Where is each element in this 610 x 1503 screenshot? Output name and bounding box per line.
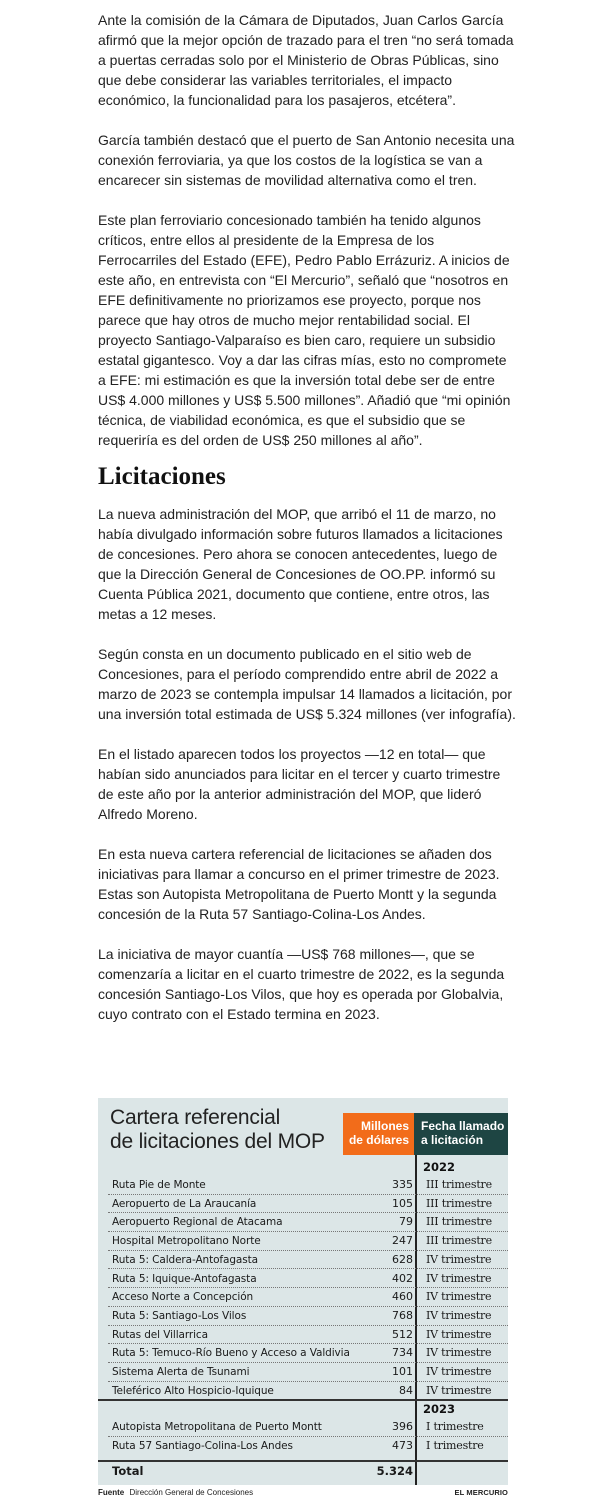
tender-date: III trimestre xyxy=(426,1234,492,1248)
year-label: 2023 xyxy=(423,1402,456,1417)
amount-value: 84 xyxy=(399,1383,413,1397)
table-row xyxy=(108,1195,508,1214)
amount-value: 247 xyxy=(392,1234,413,1248)
source-text: Dirección General de Concesiones xyxy=(129,1488,254,1497)
tender-date: III trimestre xyxy=(426,1215,492,1229)
total-separator xyxy=(98,1460,508,1462)
brand-logo-text: EL MERCURIO xyxy=(454,1488,508,1497)
amount-value: 460 xyxy=(392,1290,413,1304)
amount-value: 396 xyxy=(392,1420,413,1434)
amount-value: 105 xyxy=(392,1196,413,1210)
infographic-title-line: Cartera referencial xyxy=(110,1106,281,1129)
article-body xyxy=(98,10,516,1044)
infographic-title-line: de licitaciones del MOP xyxy=(110,1130,325,1153)
infographic-title xyxy=(110,1106,325,1154)
table-row xyxy=(108,1251,508,1270)
table-row xyxy=(108,1176,508,1195)
project-name: Autopista Metropolitana de Puerto Montt xyxy=(112,1421,322,1434)
tender-date: I trimestre xyxy=(426,1420,484,1434)
article-paragraph: Según consta en un documento publicado en el sitio web de Concesiones, para el período comprendido entre abril de 2022 a marzo de 2023 se contempla impulsar 14 llamados a licitación, por una inversión total estimada de US$ 5.324 millones (ver infografía). xyxy=(98,646,516,722)
amount-value: 473 xyxy=(392,1439,413,1453)
project-name: Sistema Alerta de Tsunami xyxy=(112,1366,250,1378)
section-heading: Licitaciones xyxy=(98,463,226,490)
infographic-footer xyxy=(98,1487,508,1499)
article-paragraph: Ante la comisión de la Cámara de Diputados, Juan Carlos García afirmó que la mejor opción de trazado para el tren “no será tomada a puertas cerradas solo por el Ministerio de Obras Públicas, sino que debe considerar las variables territoriales, el impacto económico, la funcionalidad para los pasajeros, etcétera”. xyxy=(98,12,514,108)
project-name: Aeropuerto Regional de Atacama xyxy=(112,1216,283,1229)
amount-value: 768 xyxy=(392,1308,413,1322)
column-header-line: Millones xyxy=(360,1119,409,1133)
project-name: Aeropuerto de La Araucanía xyxy=(112,1197,257,1210)
tender-date: I trimestre xyxy=(426,1439,484,1453)
table-row xyxy=(108,1213,508,1232)
table-row xyxy=(108,1437,508,1456)
table-row xyxy=(108,1232,508,1251)
project-name: Teleférico Alto Hospicio-Iquique xyxy=(112,1384,274,1397)
total-label: Total xyxy=(112,1464,144,1478)
tender-date: IV trimestre xyxy=(426,1271,492,1285)
table-row xyxy=(108,1326,508,1345)
tender-date: IV trimestre xyxy=(426,1383,492,1397)
article-paragraph: La iniciativa de mayor cuantía —US$ 768 millones—, que se comenzaría a licitar en el cuarto trimestre de 2022, es la segunda concesión Santiago-Los Vilos, que hoy es operada por Globalvia, cuyo contrato con el Estado termina en 2023. xyxy=(98,946,505,1022)
column-header-amount xyxy=(343,1113,414,1155)
group-separator xyxy=(98,1399,508,1401)
tender-date: IV trimestre xyxy=(426,1346,492,1360)
amount-value: 101 xyxy=(392,1365,413,1378)
table-row xyxy=(108,1344,508,1363)
project-name: Rutas del Villarrica xyxy=(112,1328,208,1341)
tender-date: IV trimestre xyxy=(426,1308,492,1322)
project-name: Acceso Norte a Concepción xyxy=(112,1291,254,1304)
project-name: Ruta 5: Santiago-Los Vilos xyxy=(112,1309,247,1322)
column-header-line: Fecha llamado xyxy=(421,1119,505,1133)
source-label: Fuente xyxy=(98,1488,125,1497)
table-row xyxy=(108,1363,508,1382)
amount-value: 734 xyxy=(392,1346,413,1360)
table-row xyxy=(108,1288,508,1307)
column-header-line: a licitación xyxy=(421,1133,484,1147)
table-row xyxy=(108,1418,508,1437)
table-row xyxy=(108,1307,508,1326)
article-paragraph: La nueva administración del MOP, que arribó el 11 de marzo, no había divulgado información sobre futuros llamados a licitaciones de concesiones. Pero ahora se conocen antecedentes, luego de que la Dirección General de Concesiones de OO.PP. informó su Cuenta Pública 2021, documento que contiene, entre otros, las metas a 12 meses. xyxy=(98,506,503,622)
project-name: Hospital Metropolitano Norte xyxy=(112,1235,261,1248)
tender-date: IV trimestre xyxy=(426,1365,492,1378)
table-row xyxy=(108,1270,508,1289)
article-paragraph: Este plan ferroviario concesionado también ha tenido algunos críticos, entre ellos al presidente de la Empresa de los Ferrocarriles del Estado (EFE), Pedro Pablo Errázuriz. A inicios de este año, en entrevista con “El Mercurio”, señaló que “nosotros en EFE definitivamente no priorizamos ese proyecto, porque nos parece que hay otros de mucho mejor rentabilidad social. El proyecto Santiago-Valparaíso es bien caro, requiere un subsidio estatal gigantesco. Voy a dar las cifras mías, esto no compromete a EFE: mi estimación es que la inversión total debe ser de entre US$ 4.000 millones y US$ 5.500 millones”. Añadió que “mi opinión técnica, de viabilidad económica, es que el subsidio que se requeriría es del orden de US$ 250 millones al año”. xyxy=(98,212,511,448)
column-header-line: de dólares xyxy=(348,1133,409,1147)
column-header-date xyxy=(414,1113,508,1155)
infographic-table xyxy=(98,1098,508,1485)
article-paragraph: García también destacó que el puerto de San Antonio necesita una conexión ferroviaria, ya que los costos de la logística se van a encarecer sin sistemas de movilidad alternativa como el tren. xyxy=(98,132,515,188)
project-name: Ruta 57 Santiago-Colina-Los Andes xyxy=(112,1440,293,1453)
amount-value: 79 xyxy=(399,1215,413,1229)
tender-date: IV trimestre xyxy=(426,1327,492,1341)
amount-value: 402 xyxy=(392,1271,413,1285)
tender-date: IV trimestre xyxy=(426,1252,492,1266)
amount-value: 512 xyxy=(392,1327,413,1341)
project-name: Ruta 5: Caldera-Antofagasta xyxy=(112,1253,258,1266)
amount-value: 335 xyxy=(392,1178,413,1191)
table-row xyxy=(108,1382,508,1401)
total-value: 5.324 xyxy=(376,1464,413,1478)
amount-value: 628 xyxy=(392,1252,413,1266)
project-name: Ruta Pie de Monte xyxy=(112,1179,206,1191)
project-name: Ruta 5: Iquique-Antofagasta xyxy=(112,1272,257,1285)
tender-date: III trimestre xyxy=(426,1178,492,1191)
tender-date: III trimestre xyxy=(426,1196,492,1210)
project-name: Ruta 5: Temuco-Río Bueno y Acceso a Valdivia xyxy=(112,1347,350,1360)
article-paragraph: En el listado aparecen todos los proyectos —12 en total— que habían sido anunciados para licitar en el tercer y cuarto trimestre de este año por la anterior administración del MOP, que lideró Alfredo Moreno. xyxy=(98,746,501,822)
year-label: 2022 xyxy=(423,1160,456,1174)
article-paragraph: En esta nueva cartera referencial de licitaciones se añaden dos iniciativas para llamar a concurso en el primer trimestre de 2023. Estas son Autopista Metropolitana de Puerto Montt y la segunda concesión de la Ruta 57 Santiago-Colina-Los Andes. xyxy=(98,846,500,922)
tender-date: IV trimestre xyxy=(426,1290,492,1304)
